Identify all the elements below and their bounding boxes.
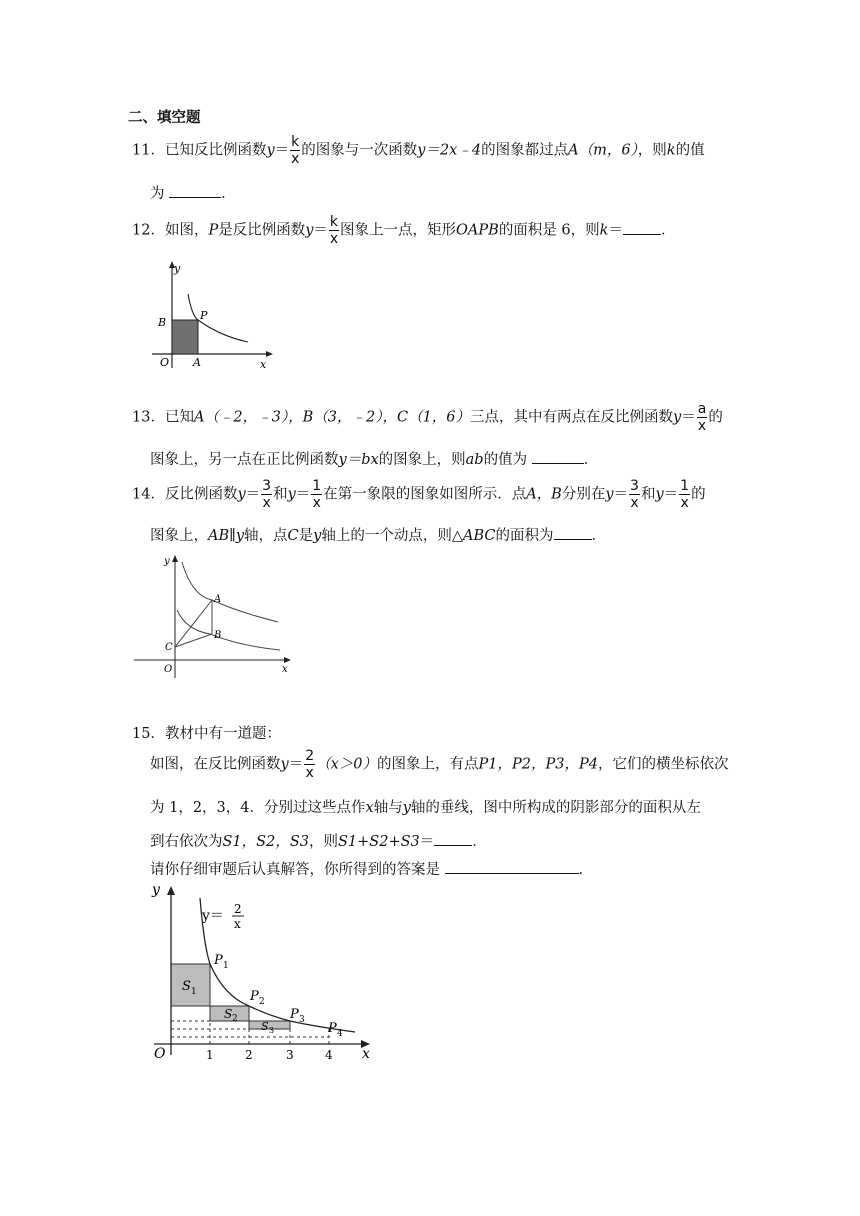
q14-number: 14． bbox=[132, 486, 165, 503]
svg-text:4: 4 bbox=[337, 1029, 343, 1039]
svg-text:P: P bbox=[290, 1007, 299, 1022]
answer-blank[interactable] bbox=[445, 860, 579, 874]
svg-text:x: x bbox=[282, 664, 288, 675]
section-title: 二、填空题 bbox=[128, 109, 201, 126]
question-15: 15．教材中有一道题： bbox=[132, 726, 281, 742]
svg-text:x: x bbox=[234, 917, 241, 931]
svg-text:1: 1 bbox=[191, 987, 197, 997]
svg-text:3: 3 bbox=[286, 1048, 294, 1062]
q12-fraction: $\frac{k}{x}$ bbox=[329, 214, 339, 247]
question-15-line1: 如图，在反比例函数y＝ $\frac{2}{x}$ （x＞0）的图象上，有点P1，P2，P3，P4，它们的横坐标依次 bbox=[150, 748, 729, 781]
curve-y1x bbox=[177, 610, 280, 650]
svg-text:O: O bbox=[160, 356, 170, 369]
q13-number: 13． bbox=[132, 409, 165, 426]
svg-text:P: P bbox=[214, 953, 223, 968]
svg-text:O: O bbox=[154, 1046, 166, 1062]
svg-text:2: 2 bbox=[245, 1048, 253, 1062]
question-15-line2: 为 1，2，3，4．分别过这些点作x轴与y轴的垂线，图中所构成的阴影部分的面积从左 bbox=[150, 800, 701, 816]
answer-blank[interactable] bbox=[532, 450, 584, 464]
svg-text:O: O bbox=[164, 664, 173, 675]
svg-text:2: 2 bbox=[232, 1014, 238, 1024]
svg-text:S: S bbox=[261, 1020, 269, 1033]
answer-blank[interactable] bbox=[623, 221, 661, 235]
rectangle-oapb bbox=[172, 320, 198, 354]
svg-text:y＝: y＝ bbox=[202, 908, 224, 924]
svg-text:3: 3 bbox=[269, 1026, 275, 1035]
question-13-line2: 图象上，另一点在正比例函数y＝bx的图象上，则ab的值为 ． bbox=[150, 452, 599, 468]
svg-text:A: A bbox=[193, 356, 201, 369]
svg-text:x: x bbox=[260, 358, 267, 371]
answer-blank[interactable] bbox=[434, 832, 472, 846]
q11-fraction: $\frac{k}{x}$ bbox=[291, 134, 300, 167]
q12-figure bbox=[140, 258, 280, 378]
q12-number: 12． bbox=[132, 222, 165, 239]
question-11: 11．已知反比例函数y＝ $\frac{k}{x}$ 的图象与一次函数y＝2x﹣4的图象都过点A（m，6），则k的值 bbox=[132, 134, 705, 167]
question-14-line2: 图象上，AB∥y轴，点C是y轴上的一个动点，则△ABC的面积为 ． bbox=[150, 528, 606, 544]
curve-y3x bbox=[182, 562, 278, 622]
segment-ca bbox=[175, 600, 212, 647]
answer-blank[interactable] bbox=[169, 184, 221, 198]
svg-text:1: 1 bbox=[206, 1048, 214, 1062]
svg-text:P: P bbox=[328, 1021, 337, 1036]
svg-text:S: S bbox=[182, 979, 191, 994]
svg-text:2: 2 bbox=[259, 997, 265, 1007]
svg-text:A: A bbox=[214, 594, 222, 605]
svg-text:B: B bbox=[214, 630, 222, 641]
svg-text:x: x bbox=[362, 1046, 370, 1062]
question-11-line2: 为 ． bbox=[150, 186, 236, 202]
svg-text:2: 2 bbox=[234, 902, 242, 916]
svg-text:S: S bbox=[224, 1007, 233, 1021]
q15-figure bbox=[140, 880, 380, 1062]
svg-text:4: 4 bbox=[325, 1048, 333, 1062]
answer-blank[interactable] bbox=[554, 526, 592, 540]
question-15-line3: 到右依次为S1，S2，S3，则S1+S2+S3＝ ． bbox=[150, 834, 487, 850]
question-15-line4: 请你仔细审题后认真解答，你所得到的答案是 ． bbox=[150, 862, 594, 878]
q11-number: 11． bbox=[132, 142, 165, 159]
svg-text:P: P bbox=[200, 309, 208, 322]
svg-text:B: B bbox=[158, 316, 167, 329]
svg-text:C: C bbox=[165, 642, 173, 653]
question-14: 14．反比例函数y＝ $\frac{3}{x}$ 和y＝ $\frac{1}{x}$ 在第一象限的图象如图所示．点A，B分别在y＝ $\frac{3}{x}$ 和y＝ $\frac{1}{x}$ 的 bbox=[132, 478, 706, 511]
question-13: 13．已知A（﹣2，﹣3），B（3，﹣2），C（1，6）三点，其中有两点在反比例函数y＝ $\frac{a}{x}$ 的 bbox=[132, 401, 723, 434]
svg-text:P: P bbox=[250, 989, 259, 1004]
q13-fraction: $\frac{a}{x}$ bbox=[697, 401, 707, 434]
svg-text:y: y bbox=[174, 262, 181, 275]
svg-text:y: y bbox=[152, 882, 160, 898]
svg-text:y: y bbox=[164, 556, 170, 567]
question-12: 12．如图，P是反比例函数y＝ $\frac{k}{x}$ 图象上一点，矩形OAPB的面积是 6，则k＝ ． bbox=[132, 214, 676, 247]
q15-number: 15． bbox=[132, 726, 165, 742]
svg-text:3: 3 bbox=[299, 1015, 305, 1025]
q14-figure bbox=[128, 550, 298, 682]
svg-text:1: 1 bbox=[223, 961, 229, 971]
